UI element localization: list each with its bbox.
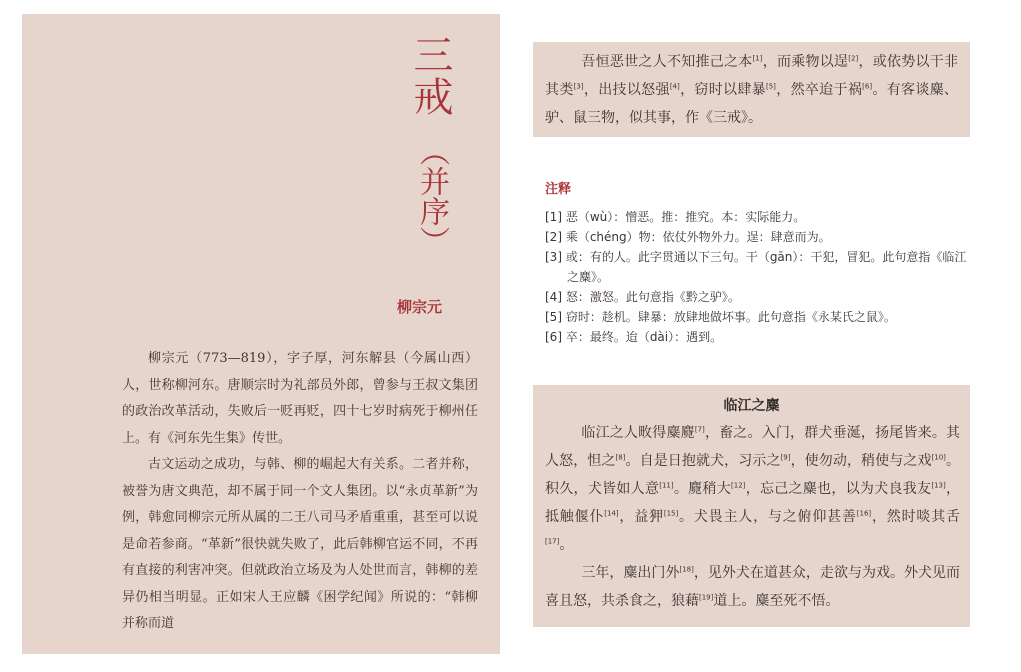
preface-text: 吾恒恶世之人不知推己之本[1]，而乘物以逞[2]，或依势以干非其类[3]，出技以怒强[4]，窃时以肆暴[5]，然卒迨于祸[6]。有客谈麋、驴、鼠三物，似其事，作《三戒》。 (545, 54, 959, 126)
author-bio (122, 346, 478, 638)
note-mark: [14] (604, 509, 619, 518)
note-mark: [4] (669, 82, 680, 91)
intro-panel (22, 14, 500, 654)
note-mark: [13] (931, 481, 946, 490)
bio-paragraph: 柳宗元（773—819），字子厚，河东解县（今属山西）人，世称柳河东。唐顺宗时为礼部员外郎，曾参与王叔文集团的政治改革活动，失败后一贬再贬，四十七岁时病死于柳州任上。有《河东先生集》传世。 (122, 351, 478, 446)
note-mark: [3] (573, 82, 584, 91)
story-paragraph: 三年，麋出门外[18]，见外犬在道甚众，走欲与为戏。外犬见而喜且怒，共杀食之，狼藉[19]道上。麋至死不悟。 (545, 565, 961, 609)
note-item: [6] 卒：最终。迨（dài）：遇到。 (545, 330, 723, 344)
preface-box (533, 42, 970, 137)
story-box (533, 385, 970, 627)
note-mark: [10] (931, 453, 946, 462)
notes-section (545, 178, 970, 347)
notes-heading: 注释 (545, 182, 572, 197)
page-subtitle: （并序） (414, 136, 449, 256)
note-mark: [9] (780, 453, 791, 462)
note-mark: [16] (856, 509, 872, 518)
bio-paragraph: 古文运动之成功，与韩、柳的崛起大有关系。二者并称，被誉为唐文典范，却不属于同一个文人集团。以“永贞革新”为例，韩愈同柳宗元所从属的二王八司马矛盾重重，甚至可以说是命若参商。“革新”很快就失败了，此后韩柳官运不同，不再有直接的利害冲突。但就政治立场及为人处世而言，韩柳的差异仍相当明显。正如宋人王应麟《困学纪闻》所说的：“韩柳并称而道 (122, 457, 478, 631)
note-mark: [7] (694, 425, 705, 434)
story-title: 临江之麋 (723, 398, 780, 414)
note-mark: [12] (731, 481, 746, 490)
note-item: [2] 乘（chéng）物：依仗外物外力。逞：肆意而为。 (545, 230, 831, 244)
note-item: [3] 或：有的人。此字贯通以下三句。干（gān）：干犯，冒犯。此句意指《临江之麋》。 (545, 250, 967, 284)
note-mark: [8] (615, 453, 626, 462)
page-title: 三戒 (407, 34, 453, 118)
note-mark: [5] (766, 82, 776, 91)
note-mark: [19] (699, 593, 714, 602)
note-mark: [18] (679, 565, 694, 574)
note-mark: [1] (752, 54, 763, 63)
note-mark: [2] (848, 54, 859, 63)
note-item: [1] 恶（wù）：憎恶。推：推究。本：实际能力。 (545, 210, 806, 224)
note-mark: [15] (663, 509, 679, 518)
note-item: [5] 窃时：趁机。肆暴：放肆地做坏事。此句意指《永某氏之鼠》。 (545, 310, 896, 324)
story-paragraph: 临江之人畋得麋麑[7]，畜之。入门，群犬垂涎，扬尾皆来。其人怒，怛之[8]。自是日抱就犬，习示之[9]，使勿动，稍使与之戏[10]。积久，犬皆如人意[11]。麑稍大[12]，忘己之麋也，以为犬良我友[13]，抵触偃仆[14]，益狎[15]。犬畏主人，与之俯仰甚善[16]，然时啖其舌[17]。 (545, 425, 961, 553)
note-mark: [17] (545, 537, 560, 546)
note-item: [4] 怒：激怒。此句意指《黔之驴》。 (545, 290, 740, 304)
note-mark: [11] (659, 481, 674, 490)
author-name: 柳宗元 (396, 298, 442, 316)
note-mark: [6] (862, 82, 873, 91)
